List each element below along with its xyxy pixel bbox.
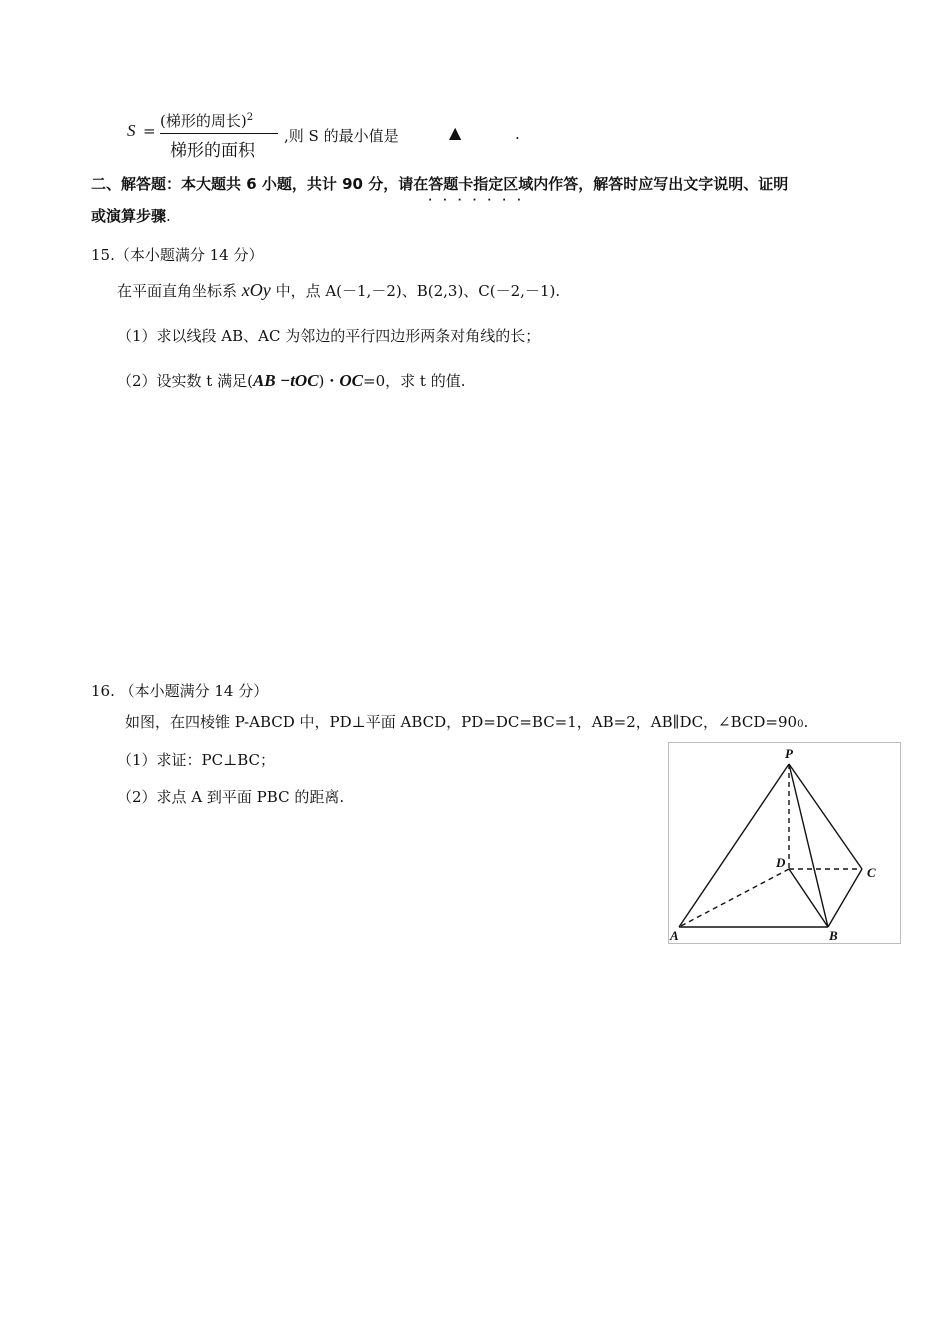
formula-tail: ,则 S 的最小值是 <box>284 127 399 145</box>
label-A: A <box>670 928 679 943</box>
q15-intro <box>117 280 560 301</box>
q16-part1: （1）求证：PC⊥BC； <box>117 751 275 769</box>
edge-DA <box>679 869 789 927</box>
answer-triangle-icon: ▲ <box>449 123 462 142</box>
section2-heading-part1: 二、解答题：本大题共 6 小题，共计 90 分，请在 <box>91 175 429 193</box>
pyramid-figure <box>668 742 901 944</box>
q15-part2-pre: （2）设实数 t 满足( <box>117 372 253 390</box>
label-P: P <box>785 746 793 761</box>
label-C: C <box>867 865 876 880</box>
formula-lhs: S <box>127 121 136 140</box>
q16-number: 16. （本小题满分 14 分） <box>91 682 269 700</box>
q15-part2-mid: )・ <box>318 372 340 390</box>
formula-numerator <box>160 110 253 131</box>
label-B: B <box>829 928 838 943</box>
q15-part2-vector-expr: AB −tOC <box>252 371 319 390</box>
section2-heading-emph-text: 答题卡指定区域 <box>428 175 534 193</box>
q15-part2-vector-oc: OC <box>339 371 364 390</box>
formula-numerator-text: (梯形的周长) <box>160 112 247 130</box>
q15-intro-pre: 在平面直角坐标系 <box>117 282 238 300</box>
q15-intro-post: 中，点 A(－1,－2)、B(2,3)、C(－2,－1). <box>275 282 561 300</box>
q16-intro-text: 如图，在四棱锥 P-ABCD 中，PD⊥平面 ABCD，PD=DC=BC=1，AB=2，AB∥DC，∠BCD=90 <box>125 713 798 731</box>
edge-BC <box>828 869 862 927</box>
section2-heading-line2 <box>91 205 171 226</box>
formula-equals: = <box>143 122 156 140</box>
section2-heading-line2-end: . <box>166 207 171 225</box>
section2-heading-line2-text: 或演算步骤 <box>91 207 167 225</box>
q15-part2-post: =0，求 t 的值. <box>363 372 466 390</box>
q16-intro <box>125 711 808 732</box>
pyramid-diagram <box>669 743 900 943</box>
fraction-bar <box>160 133 278 134</box>
formula-end: . <box>515 125 520 143</box>
edge-PB <box>789 764 828 927</box>
edge-DB <box>789 869 828 927</box>
formula-numerator-exp: 2 <box>246 112 254 123</box>
q16-intro-degree: 0 <box>797 719 804 730</box>
label-D: D <box>776 855 786 870</box>
edge-PC <box>789 764 862 869</box>
section2-heading <box>91 173 789 206</box>
q16-intro-end: . <box>803 713 809 731</box>
q15-part2 <box>117 370 465 391</box>
q16-part2: （2）求点 A 到平面 PBC 的距离. <box>117 788 345 806</box>
q15-part1: （1）求以线段 AB、AC 为邻边的平行四边形两条对角线的长； <box>117 327 541 345</box>
edge-PA <box>679 764 789 927</box>
section2-heading-emph <box>428 175 534 206</box>
emphasis-dots: ······· <box>428 195 532 206</box>
formula-denominator: 梯形的面积 <box>170 141 255 161</box>
section2-heading-part2: 内作答，解答时应写出文字说明、证明 <box>533 175 789 193</box>
q15-number: 15.（本小题满分 14 分） <box>91 246 264 264</box>
q15-intro-var: xOy <box>241 280 271 300</box>
